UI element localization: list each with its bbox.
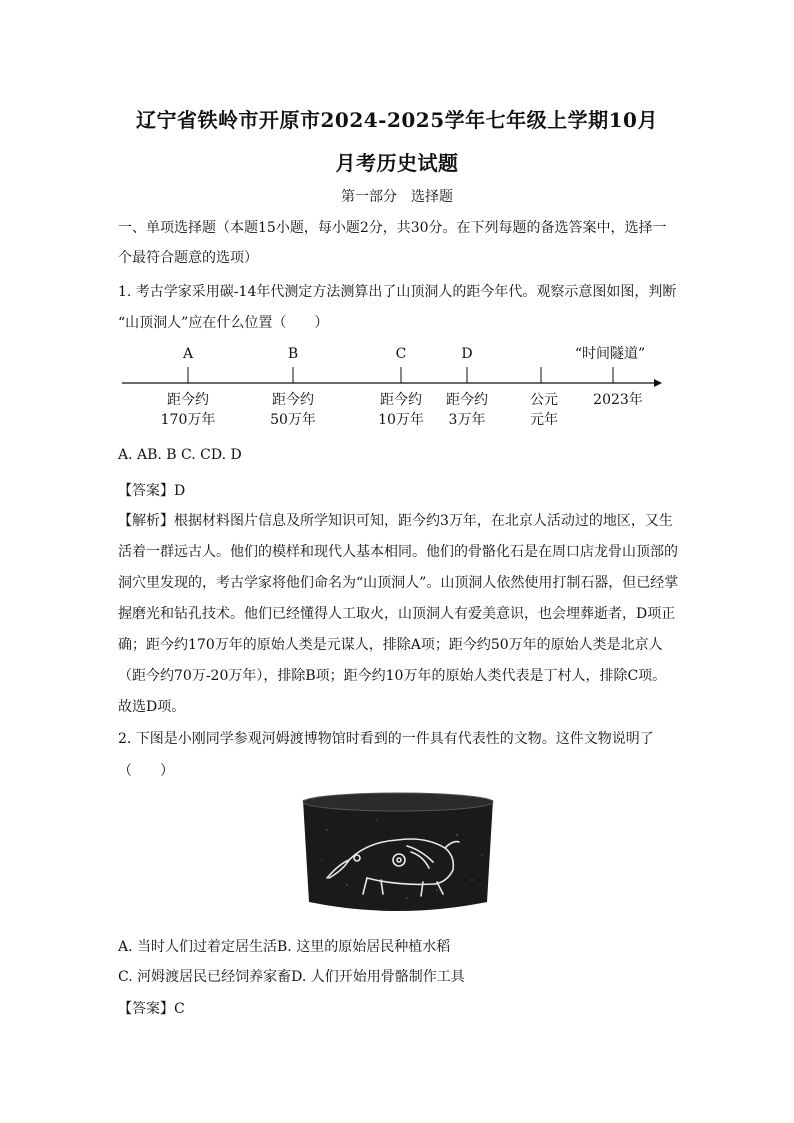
exam-title-line1: 辽宁省铁岭市开原市2024-2025学年七年级上学期10月 [136, 108, 658, 132]
point-2023-label-line1: 2023年 [593, 392, 643, 408]
instructions-line2: 个最符合题意的选项） [118, 250, 258, 266]
point-ad1-label [504, 390, 584, 430]
analysis-line: （距今约70万-20万年），排除B项；距今约10万年的原始人类代表是丁村人，排除C项。 [118, 668, 667, 684]
point-c-letter: C [395, 346, 407, 362]
analysis-line: 确；距今约170万年的原始人类是元谋人，排除A项；距今约50万年的原始人类是北京人 [118, 637, 663, 653]
time-tunnel-label: “时间隧道” [574, 346, 646, 362]
question-1-stem: 1. 考古学家采用碳-14年代测定方法测算出了山顶洞人的距今年代。观察示意图如图，判断 [118, 284, 677, 300]
timeline-diagram [118, 340, 678, 440]
point-c-label-line1: 距今约 [380, 392, 422, 408]
point-d-label [427, 390, 507, 430]
point-a-label-line1: 距今约 [167, 392, 209, 408]
exam-title-line2: 月考历史试题 [335, 151, 459, 175]
question-2-stem-cont: （ ） [118, 763, 174, 779]
point-ad1-label-line2: 元年 [530, 412, 558, 428]
question-1-options: A. AB. B C. CD. D [118, 447, 242, 463]
point-b-label-line1: 距今约 [272, 392, 314, 408]
question-2-options-ab: A. 当时人们过着定居生活B. 这里的原始居民种植水稻 [118, 939, 451, 955]
instructions-line1: 一、单项选择题（本题15小题，每小题2分，共30分。在下列每题的备选答案中，选择一 [118, 220, 667, 236]
analysis-line: 【解析】根据材料图片信息及所学知识可知，距今约3万年，在北京人活动过的地区，又生 [118, 513, 673, 529]
timeline-arrow-icon [654, 379, 662, 387]
question-2-stem: 2. 下图是小刚同学参观河姆渡博物馆时看到的一件具有代表性的文物。这件文物说明了 [118, 731, 654, 747]
point-d-label-line1: 距今约 [446, 392, 488, 408]
point-ad1-label-line1: 公元 [530, 392, 558, 408]
question-2-options-cd: C. 河姆渡居民已经饲养家畜D. 人们开始用骨骼制作工具 [118, 969, 465, 985]
section-heading: 第一部分 选择题 [341, 189, 453, 205]
question-1-stem-cont: “山顶洞人”应在什么位置（ ） [118, 315, 329, 331]
point-2023-label [578, 390, 658, 410]
question-1-answer: 【答案】D [118, 483, 186, 499]
point-d-letter: D [461, 346, 473, 362]
point-b-label [253, 390, 333, 430]
analysis-line: 活着一群远古人。他们的模样和现代人基本相同。他们的骨骼化石是在周口店龙骨山顶部的 [118, 544, 678, 560]
analysis-line: 握磨光和钻孔技术。他们已经懂得人工取火，山顶洞人有爱美意识，也会埋葬逝者，D项正 [118, 606, 676, 622]
analysis-line: 洞穴里发现的，考古学家将他们命名为“山顶洞人”。山顶洞人依然使用打制石器，但已经掌 [118, 575, 679, 591]
point-b-label-line2: 50万年 [270, 412, 316, 428]
pig-pattern-pottery-bowl-image [297, 790, 499, 920]
point-c-label-line2: 10万年 [378, 412, 424, 428]
point-a-letter: A [182, 346, 194, 362]
point-d-label-line2: 3万年 [448, 412, 486, 428]
question-2-answer: 【答案】C [118, 1001, 185, 1017]
point-a-label [148, 390, 228, 430]
analysis-line: 故选D项。 [118, 699, 186, 715]
point-b-letter: B [287, 346, 299, 362]
point-a-label-line2: 170万年 [160, 412, 216, 428]
